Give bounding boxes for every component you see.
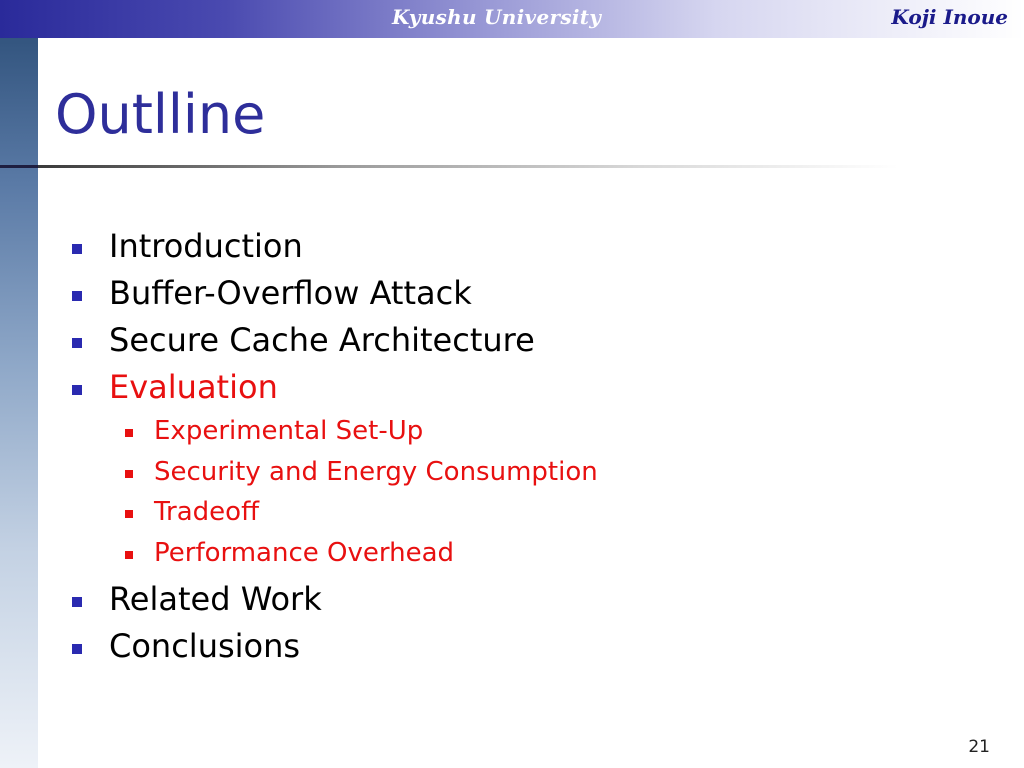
square-bullet-icon xyxy=(125,551,133,559)
square-bullet-icon xyxy=(72,597,82,607)
square-bullet-icon xyxy=(72,385,82,395)
subitem-label: Performance Overhead xyxy=(154,537,455,568)
square-bullet-icon xyxy=(125,470,133,478)
outline-item-label: Conclusions xyxy=(109,627,301,665)
outline-item-secure-cache-architecture xyxy=(72,320,545,367)
subitem-label: Security and Energy Consumption xyxy=(154,456,598,487)
subitem-security-and-energy-consumption xyxy=(125,455,598,496)
subitem-tradeoff xyxy=(125,495,598,536)
author-label: Koji Inoue xyxy=(891,5,1008,29)
evaluation-sublist xyxy=(125,414,598,576)
subitem-label: Tradeoff xyxy=(154,497,260,527)
outline-item-label: Introduction xyxy=(109,227,303,265)
outline-item-label: Buffer-Overflow Attack xyxy=(109,274,472,312)
square-bullet-icon xyxy=(72,244,82,254)
square-bullet-icon xyxy=(125,429,133,437)
header-banner xyxy=(0,0,1024,38)
square-bullet-icon xyxy=(125,510,133,518)
outline-item-introduction xyxy=(72,226,545,273)
subitem-experimental-set-up xyxy=(125,414,598,455)
outline-item-related-work xyxy=(72,579,545,626)
subitem-performance-overhead xyxy=(125,536,598,577)
outline-item-label: Evaluation xyxy=(109,368,278,406)
outline-item-evaluation xyxy=(72,367,545,414)
square-bullet-icon xyxy=(72,338,82,348)
subitem-label: Experimental Set-Up xyxy=(154,416,424,446)
outline-item-conclusions xyxy=(72,626,545,673)
square-bullet-icon xyxy=(72,291,82,301)
slide-title: Outlline xyxy=(55,83,266,146)
side-decoration xyxy=(0,38,38,768)
outline-item-label: Related Work xyxy=(109,580,322,618)
page-number: 21 xyxy=(968,737,990,757)
outline-item-label: Secure Cache Architecture xyxy=(109,321,535,359)
institution-label: Kyushu University xyxy=(392,5,602,29)
square-bullet-icon xyxy=(72,644,82,654)
outline-item-buffer-overflow-attack xyxy=(72,273,545,320)
title-divider xyxy=(0,163,900,171)
outline-list xyxy=(72,226,598,673)
